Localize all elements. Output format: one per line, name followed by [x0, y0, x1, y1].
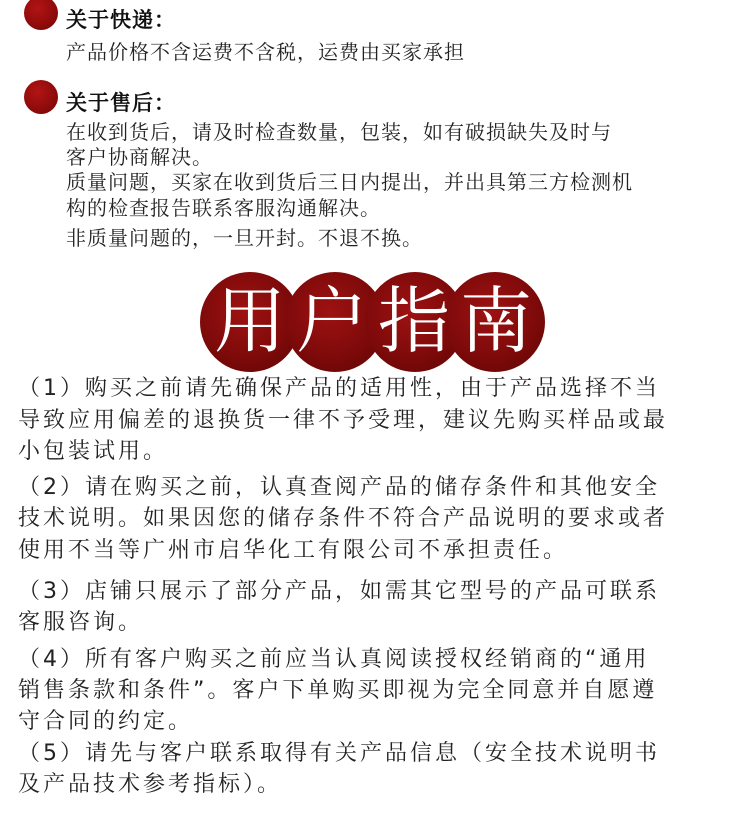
guide-line: 销售条款和条件”。客户下单购买即视为完全同意并自愿遵	[18, 678, 658, 703]
after-sales-line: 质量问题，买家在收到货后三日内提出，并出具第三方检测机	[66, 170, 633, 194]
after-sales-line: 在收到货后，请及时检查数量，包装，如有破损缺失及时与	[66, 120, 612, 144]
guide-line: （4）所有客户购买之前应当认真阅读授权经销商的“通用	[18, 647, 650, 672]
delivery-title: 关于快递：	[66, 8, 176, 32]
delivery-bullet-icon	[24, 0, 58, 30]
guide-line: 守合同的约定。	[18, 709, 194, 734]
after-sales-bullet-icon	[24, 80, 58, 114]
banner-char: 户	[295, 279, 368, 363]
after-sales-line: 客户协商解决。	[66, 145, 213, 169]
after-sales-line: 非质量问题的，一旦开封。不退不换。	[66, 226, 423, 250]
user-guide-banner	[195, 272, 545, 372]
banner-char: 指	[377, 279, 450, 363]
banner-char: 用	[213, 279, 286, 363]
guide-line: 客服咨询。	[18, 610, 144, 635]
guide-line: 小包装试用。	[18, 439, 169, 464]
guide-line: （5）请先与客户联系取得有关产品信息（安全技术说明书	[18, 741, 660, 766]
banner-char: 南	[459, 279, 532, 363]
guide-line: 导致应用偏差的退换货一律不予受理，建议先购买样品或最	[18, 408, 669, 433]
guide-line: （2）请在购买之前，认真查阅产品的储存条件和其他安全	[18, 475, 660, 500]
guide-line: 技术说明。如果因您的储存条件不符合产品说明的要求或者	[18, 506, 669, 531]
guide-line: （3）店铺只展示了部分产品，如需其它型号的产品可联系	[18, 579, 660, 604]
guide-line: 及产品技术参考指标）。	[18, 772, 283, 797]
guide-line: （1）购买之前请先确保产品的适用性，由于产品选择不当	[18, 376, 660, 401]
delivery-line: 产品价格不含运费不含税，运费由买家承担	[66, 40, 465, 64]
after-sales-line: 构的检查报告联系客服沟通解决。	[66, 196, 381, 220]
guide-line: 使用不当等广州市启华化工有限公司不承担责任。	[18, 538, 569, 563]
after-sales-title: 关于售后：	[66, 91, 176, 115]
